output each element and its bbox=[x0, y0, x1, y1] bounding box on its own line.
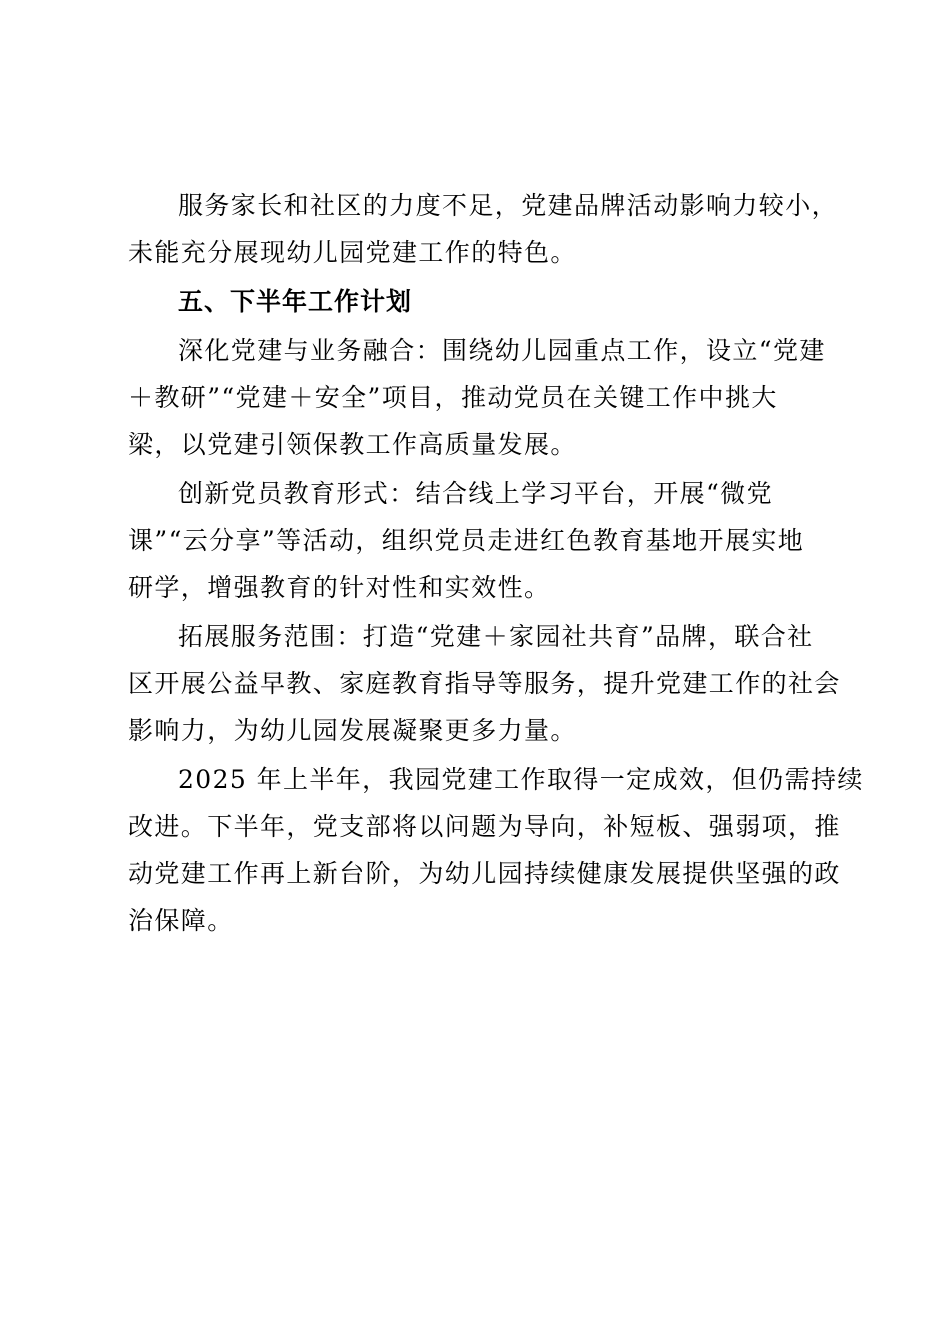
paragraph-conclusion bbox=[128, 756, 864, 944]
text-line: ＋教研”“党建＋安全”项目，推动党员在关键工作中挑大 bbox=[128, 383, 778, 412]
section-heading: 五、下半年工作计划 bbox=[178, 287, 413, 316]
text-line: 研学，增强教育的针对性和实效性。 bbox=[128, 573, 551, 602]
paragraph-plan-service bbox=[128, 613, 841, 754]
text-line: 深化党建与业务融合：围绕幼儿园重点工作，设立“党建 bbox=[178, 336, 826, 365]
text-line: 梁，以党建引领保教工作高质量发展。 bbox=[128, 430, 577, 459]
text-line: 服务家长和社区的力度不足，党建品牌活动影响力较小， bbox=[178, 191, 839, 220]
text-line: 未能充分展现幼儿园党建工作的特色。 bbox=[128, 238, 577, 267]
text-line: 创新党员教育形式：结合线上学习平台，开展“微党 bbox=[178, 479, 773, 508]
text-line: 课”“云分享”等活动，组织党员走进红色教育基地开展实地 bbox=[128, 526, 805, 555]
text-line: 区开展公益早教、家庭教育指导等服务，提升党建工作的社会 bbox=[128, 669, 841, 698]
paragraph-plan-integration bbox=[128, 327, 824, 468]
text-line: 治保障。 bbox=[128, 906, 234, 935]
document-body bbox=[128, 182, 864, 944]
paragraph-plan-education bbox=[128, 470, 824, 611]
paragraph-service-shortfall bbox=[128, 182, 839, 276]
text-line: 改进。下半年，党支部将以问题为导向，补短板、强弱项，推 bbox=[128, 812, 841, 841]
text-line: 动党建工作再上新台阶，为幼儿园持续健康发展提供坚强的政 bbox=[128, 859, 841, 888]
text-line: 2025 年上半年，我园党建工作取得一定成效，但仍需持续 bbox=[178, 765, 864, 794]
text-line: 拓展服务范围：打造“党建＋家园社共育”品牌，联合社 bbox=[178, 622, 814, 651]
text-line: 影响力，为幼儿园发展凝聚更多力量。 bbox=[128, 716, 577, 745]
